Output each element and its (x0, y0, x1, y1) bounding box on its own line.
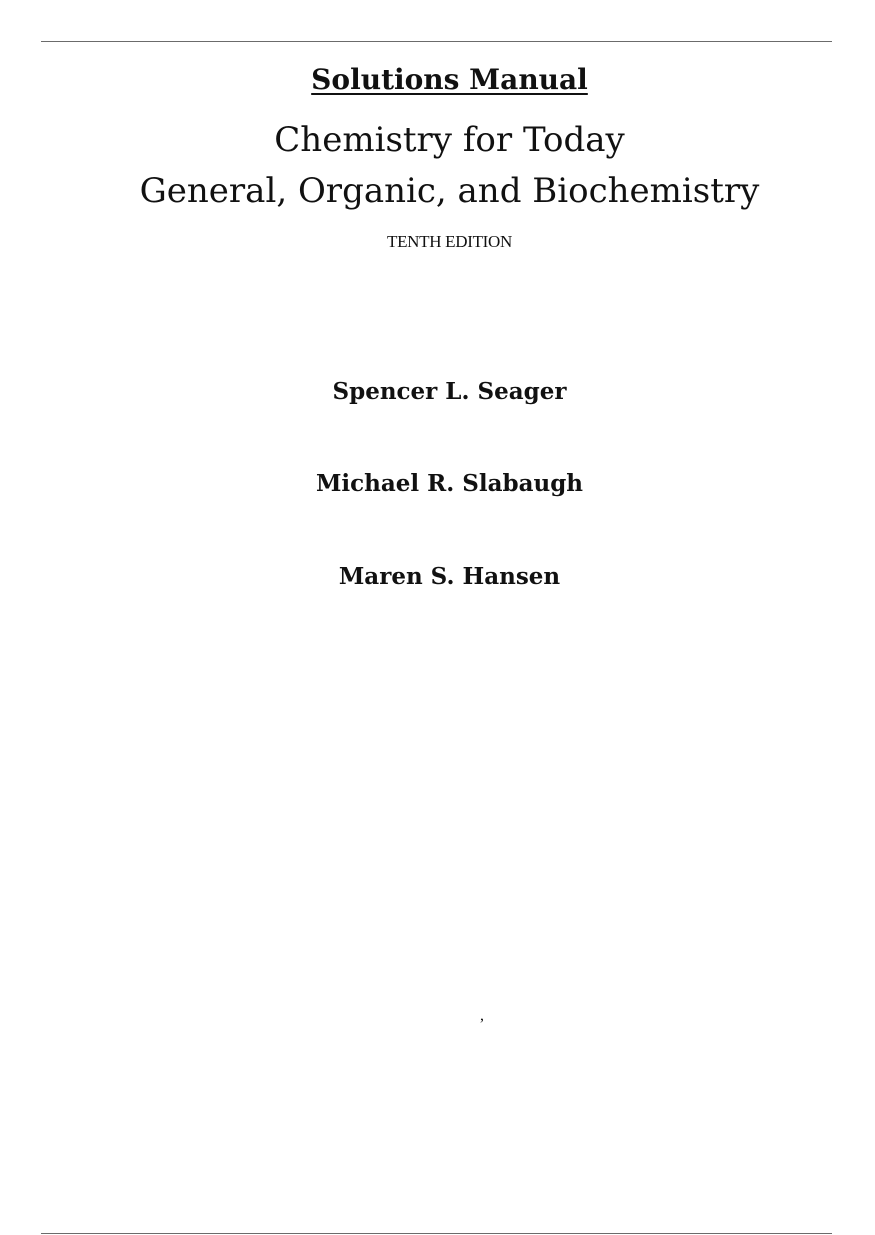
book-title-line-1: Chemistry for Today (274, 120, 625, 160)
page-title: Solutions Manual (311, 63, 588, 96)
author-name: Michael R. Slabaugh (315, 470, 584, 497)
stray-comma-mark: , (480, 1007, 484, 1024)
author-name: Spencer L. Seager (332, 378, 567, 405)
edition-label: TENTH EDITION (387, 232, 512, 251)
top-rule (41, 41, 832, 42)
book-title-line-2: General, Organic, and Biochemistry (139, 171, 760, 211)
bottom-rule (41, 1233, 832, 1234)
author-name: Maren S. Hansen (338, 563, 561, 590)
